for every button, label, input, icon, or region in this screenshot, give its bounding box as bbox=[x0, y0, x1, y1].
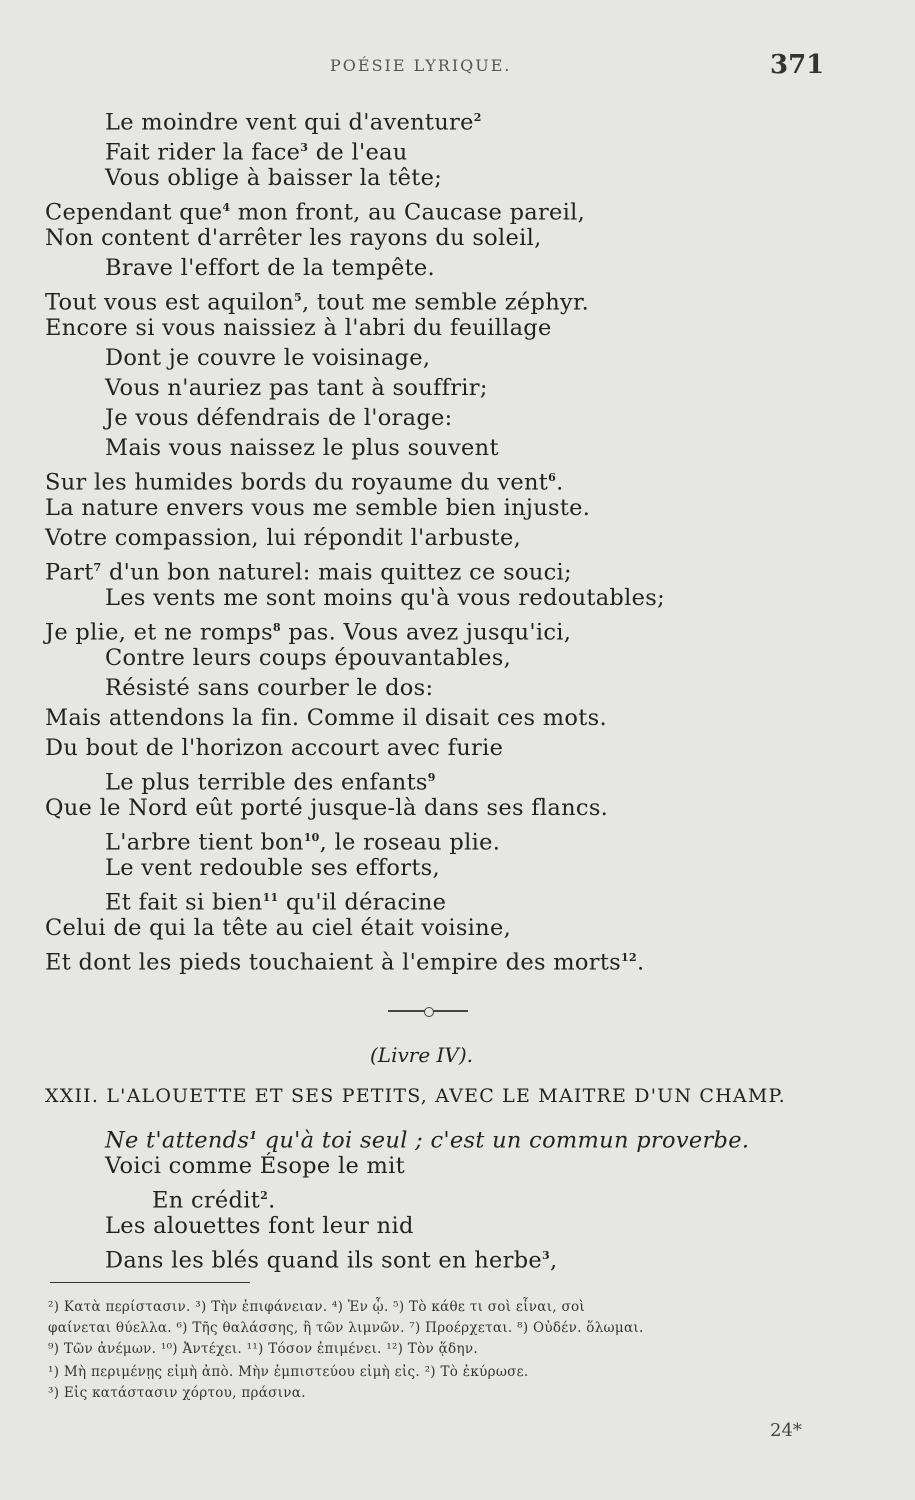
poem-line bbox=[105, 853, 440, 883]
footnote-marker: 9 bbox=[427, 771, 436, 784]
line-text: Le vent redouble ses efforts, bbox=[105, 855, 440, 881]
second-poem-line bbox=[105, 1241, 557, 1276]
poem-line bbox=[105, 163, 442, 193]
poem-line bbox=[45, 223, 542, 253]
poem-line bbox=[105, 433, 499, 463]
footnote-marker: 2 bbox=[260, 1189, 269, 1202]
line-text: Les vents me sont moins qu'à vous redoutables; bbox=[105, 585, 665, 611]
line-text-continued: , tout me semble zéphyr. bbox=[302, 289, 590, 316]
poem-line bbox=[45, 733, 503, 763]
footnote-marker: 6 bbox=[548, 471, 557, 484]
poem-line bbox=[45, 703, 607, 733]
line-text: Part bbox=[45, 559, 94, 586]
second-poem-line bbox=[105, 1151, 405, 1181]
line-text: Les alouettes font leur nid bbox=[105, 1213, 414, 1239]
footnote-marker: 8 bbox=[272, 621, 281, 634]
line-text-continued: mon front, au Caucase pareil, bbox=[230, 199, 586, 226]
fable-title: XXII. L'ALOUETTE ET SES PETITS, AVEC LE MAITRE D'UN CHAMP. bbox=[45, 1085, 786, 1107]
line-text-continued: de l'eau bbox=[308, 139, 408, 166]
footnote-marker: 3 bbox=[542, 1249, 550, 1262]
poem-line bbox=[45, 523, 521, 553]
line-text: En crédit bbox=[152, 1187, 261, 1214]
footnote-marker: 11 bbox=[262, 891, 279, 904]
line-text: Vous oblige à baisser la tête; bbox=[105, 165, 443, 191]
footnote-marker: 4 bbox=[222, 201, 231, 214]
line-text-continued: pas. Vous avez jusqu'ici, bbox=[280, 619, 572, 646]
footnote-marker: 5 bbox=[294, 291, 303, 304]
line-text-continued: . bbox=[268, 1187, 276, 1214]
line-text: Et fait si bien bbox=[105, 889, 263, 916]
poem-line bbox=[105, 673, 433, 703]
line-text: Résisté sans courber le dos: bbox=[105, 675, 434, 701]
line-text: Celui de qui la tête au ciel était voisine, bbox=[45, 915, 512, 941]
footnote-marker: 2 bbox=[473, 111, 482, 124]
footnote-marker: 7 bbox=[93, 561, 102, 574]
line-text: Sur les humides bords du royaume du vent bbox=[45, 469, 549, 496]
footnote-marker: 12 bbox=[621, 951, 637, 964]
line-text: Tout vous est aquilon bbox=[45, 289, 295, 316]
poem-line bbox=[105, 373, 488, 403]
line-text: Dans les blés quand ils sont en herbe bbox=[105, 1247, 543, 1274]
line-text: Mais attendons la fin. Comme il disait ces mots. bbox=[45, 705, 607, 731]
footnote-marker: 10 bbox=[303, 831, 320, 844]
section-divider-ornament bbox=[388, 1010, 468, 1012]
line-text: Le moindre vent qui d'aventure bbox=[105, 109, 474, 136]
poem-line bbox=[105, 343, 430, 373]
footnote-line: ³) Εἰς κατάστασιν χόρτου, πράσινα. bbox=[48, 1385, 306, 1401]
line-text: Que le Nord eût porté jusque-là dans ses flancs. bbox=[45, 795, 609, 821]
poem-line bbox=[105, 583, 665, 613]
line-text: Je vous défendrais de l'orage: bbox=[105, 405, 453, 431]
line-text: Et dont les pieds touchaient à l'empire des morts bbox=[45, 949, 622, 976]
footnote-line: ²) Κατὰ περίστασιν. ³) Τὴν ἐπιφάνειαν. ⁴) Ἐν ᾧ. ⁵) Τὸ κάθε τι σοὶ εἶναι, σοὶ bbox=[48, 1299, 586, 1315]
line-text: Brave l'effort de la tempête. bbox=[105, 255, 435, 281]
line-text-continued: . bbox=[556, 469, 564, 496]
line-text-continued: qu'il déracine bbox=[278, 889, 447, 916]
source-reference: (Livre IV). bbox=[370, 1043, 474, 1067]
line-text: Du bout de l'horizon accourt avec furie bbox=[45, 735, 504, 761]
line-text: Encore si vous naissiez à l'abri du feuillage bbox=[45, 315, 552, 341]
poem-line bbox=[45, 943, 644, 978]
footnote-line: φαίνεται θύελλα. ⁶) Τῆς θαλάσσης, ἢ τῶν λιμνῶν. ⁷) Προέρχεται. ⁸) Οὐδέν. ὅλωμαι. bbox=[48, 1320, 644, 1336]
line-text: Contre leurs coups épouvantables, bbox=[105, 645, 512, 671]
footnote-line: ¹) Μὴ περιμένῃς εἰμὴ ἀπὸ. Μὴν ἐμπιστεύου εἰμὴ εἰς. ²) Τὸ ἐκύρωσε. bbox=[48, 1364, 529, 1380]
line-text: La nature envers vous me semble bien injuste. bbox=[45, 495, 591, 521]
page-number: 371 bbox=[770, 50, 825, 80]
footnote-marker: 3 bbox=[300, 141, 309, 154]
line-text: Voici comme Ésope le mit bbox=[105, 1153, 405, 1179]
line-text: Non content d'arrêter les rayons du soleil, bbox=[45, 225, 542, 251]
line-text: L'arbre tient bon bbox=[105, 829, 304, 856]
poem-line bbox=[45, 913, 511, 943]
line-text-continued: qu'à toi seul ; c'est un commun proverbe. bbox=[257, 1127, 750, 1154]
line-text: Fait rider la face bbox=[105, 139, 301, 166]
line-text: Dont je couvre le voisinage, bbox=[105, 345, 431, 371]
line-text: Ne t'attends bbox=[105, 1127, 250, 1154]
line-text-continued: d'un bon naturel: mais quittez ce souci; bbox=[101, 559, 572, 586]
line-text: Vous n'auriez pas tant à souffrir; bbox=[105, 375, 488, 401]
line-text: Cependant que bbox=[45, 199, 223, 226]
poem-line bbox=[45, 313, 552, 343]
line-text: Je plie, et ne romps bbox=[45, 619, 273, 646]
line-text-continued: . bbox=[636, 949, 645, 976]
line-text: Votre compassion, lui répondit l'arbuste, bbox=[45, 525, 522, 551]
signature-mark: 24* bbox=[770, 1420, 802, 1441]
second-poem-line bbox=[105, 1211, 414, 1241]
line-text: Le plus terrible des enfants bbox=[105, 769, 428, 796]
poem-line bbox=[105, 403, 453, 433]
running-title: POÉSIE LYRIQUE. bbox=[330, 56, 512, 75]
line-text: Mais vous naissez le plus souvent bbox=[105, 435, 499, 461]
poem-line bbox=[105, 643, 511, 673]
footnote-rule bbox=[50, 1282, 250, 1283]
footnote-marker: 1 bbox=[249, 1129, 258, 1142]
poem-line bbox=[45, 493, 590, 523]
footnote-line: ⁹) Τῶν ἀνέμων. ¹⁰) Ἀντέχει. ¹¹) Τόσον ἐπιμένει. ¹²) Τὸν ᾅδην. bbox=[48, 1341, 478, 1357]
poem-line bbox=[45, 793, 608, 823]
line-text-continued: , le roseau plie. bbox=[319, 829, 501, 856]
poem-line bbox=[105, 253, 435, 283]
line-text-continued: , bbox=[550, 1247, 558, 1274]
